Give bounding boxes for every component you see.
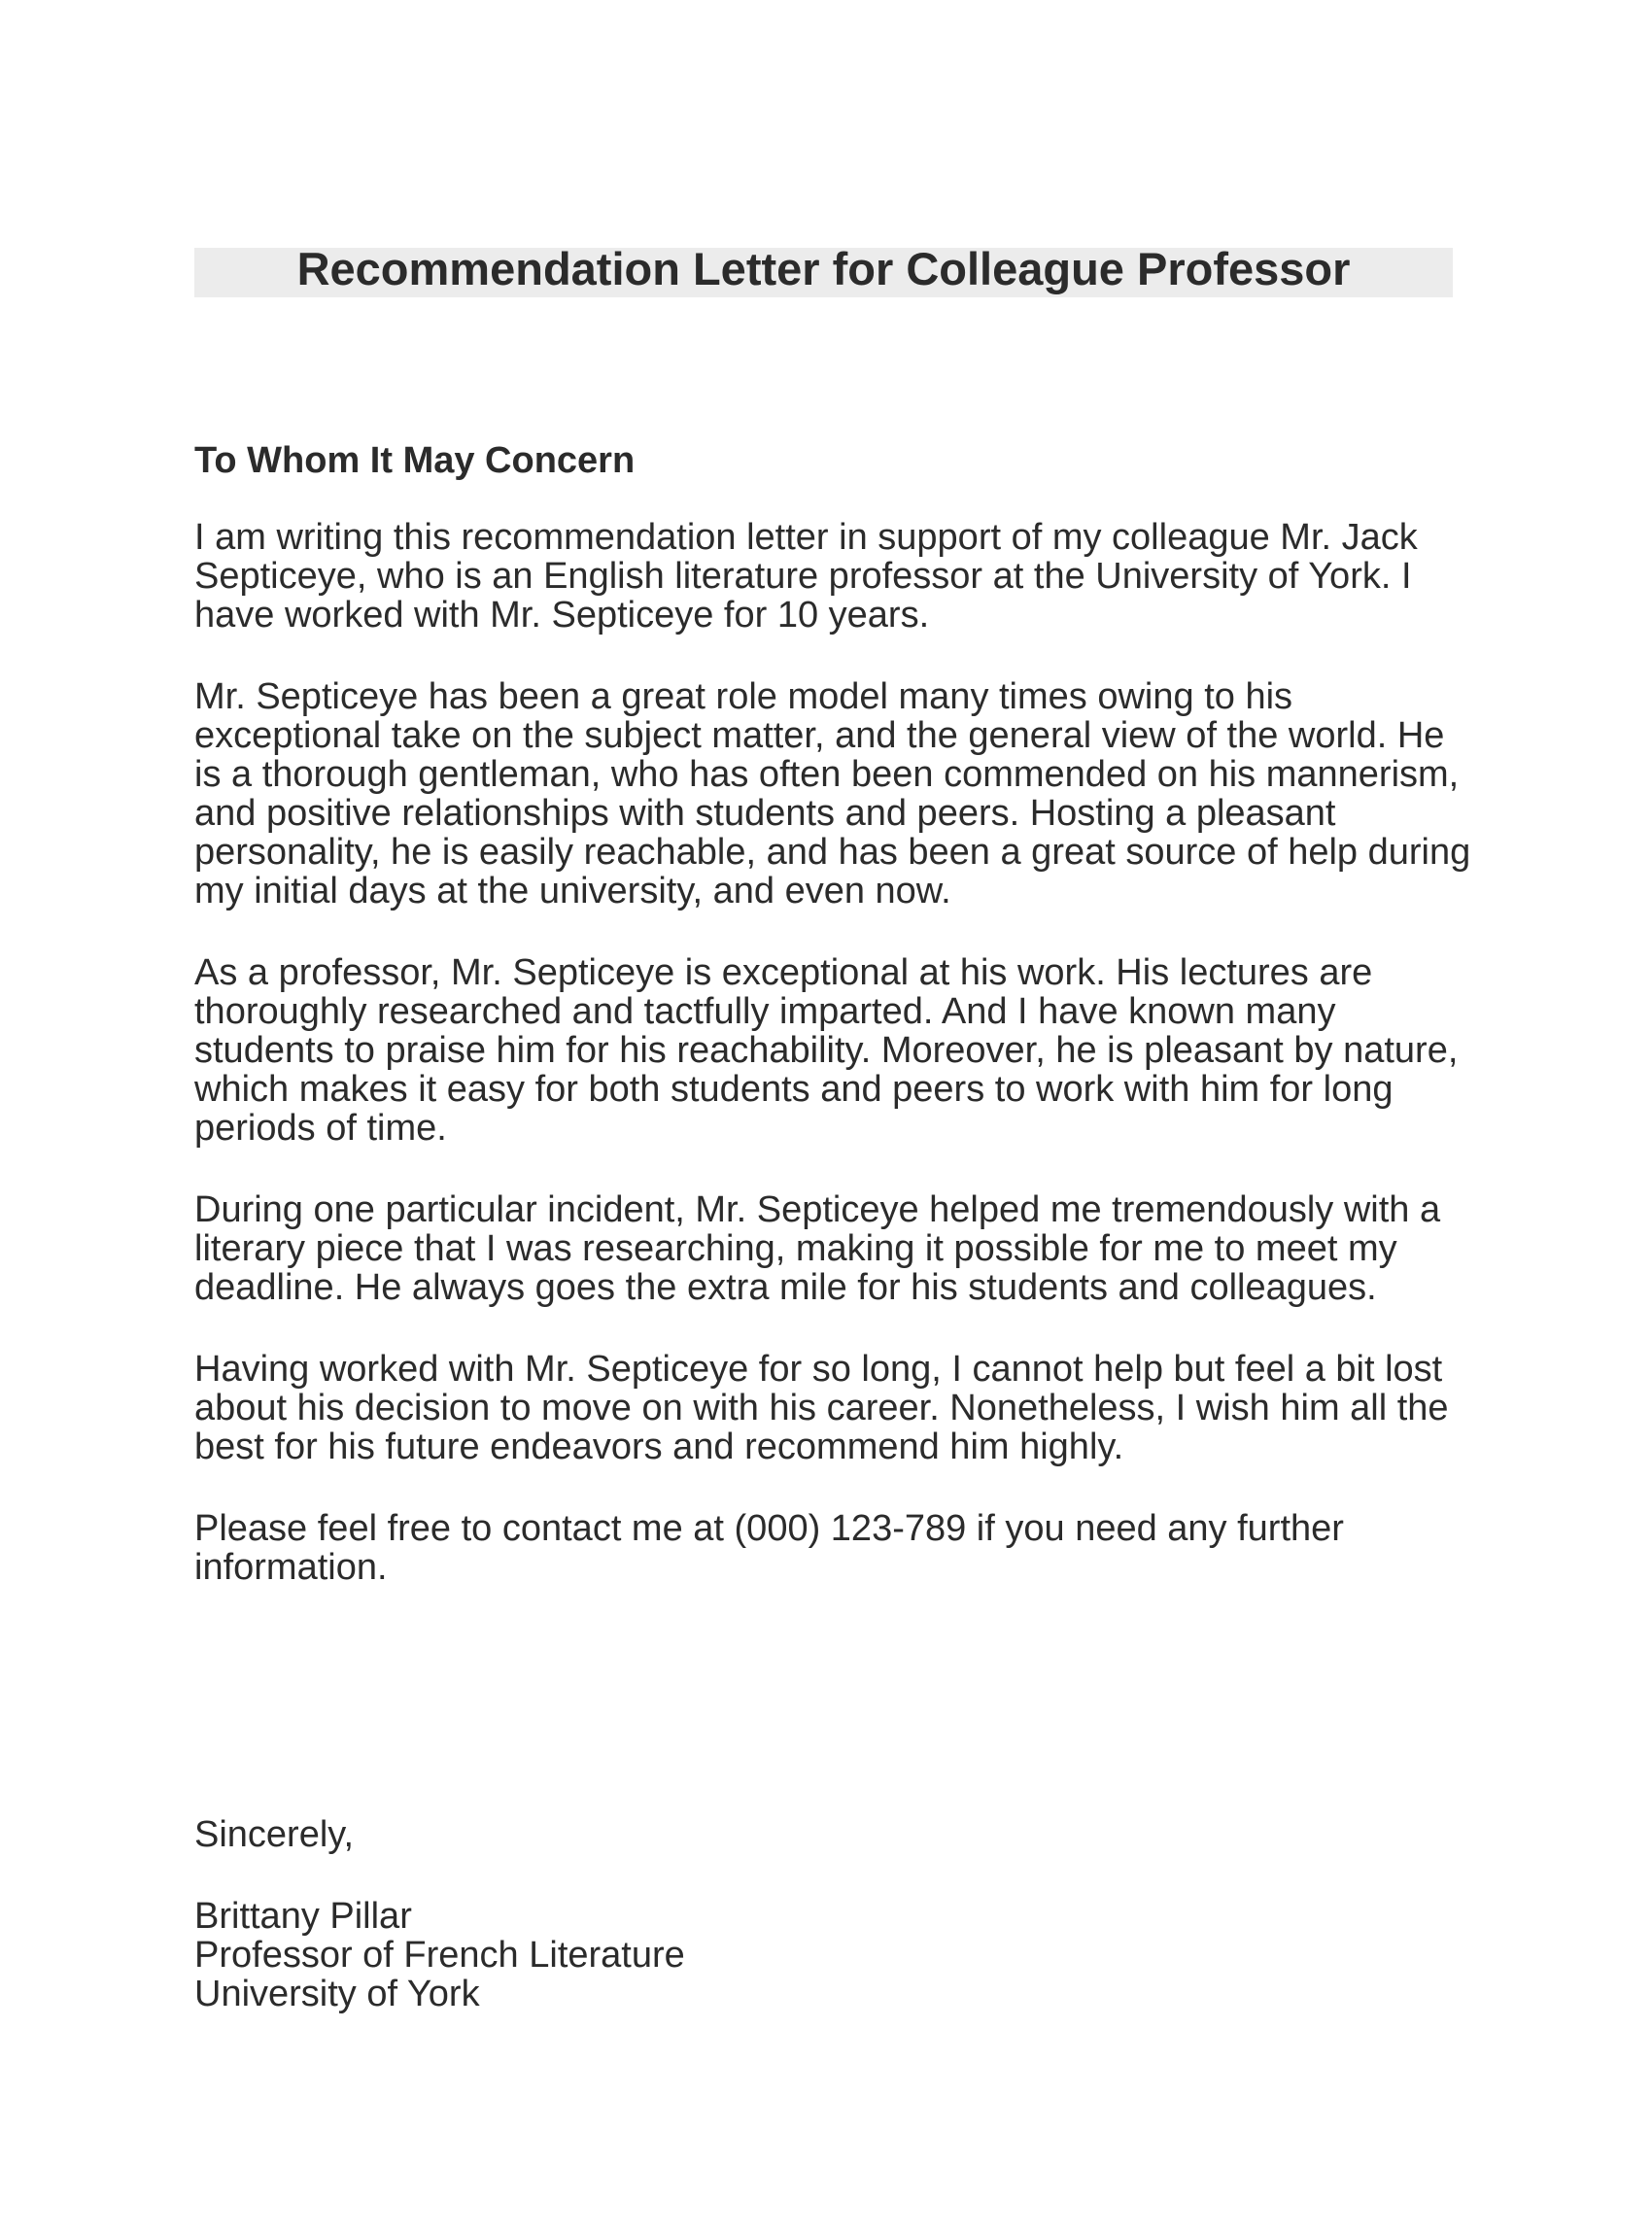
paragraph-farewell: Having worked with Mr. Septiceye for so long, I cannot help but feel a bit lost about his decision to move on with his career. Nonetheless, I wish him all the best for his future endeavors and recommend him highly. <box>194 1349 1449 1467</box>
signature-position: Professor of French Literature <box>194 1935 685 1976</box>
letter-body <box>194 439 1477 1587</box>
signature-block <box>194 1897 1360 2013</box>
paragraph-contact: Please feel free to contact me at (000) 123-789 if you need any further information. <box>194 1508 1344 1588</box>
closing-block <box>194 1815 1360 2013</box>
letter-title: Recommendation Letter for Colleague Professor <box>296 243 1351 294</box>
paragraph-professional-work: As a professor, Mr. Septiceye is exceptional at his work. His lectures are thoroughly researched and tactfully imparted. And I have known many students to praise him for his reachability. Moreover, he is pleasant by nature, which makes it easy for both students and peers to work with him for long periods of time. <box>194 952 1459 1149</box>
paragraph-role-model: Mr. Septiceye has been a great role model many times owing to his exceptional take on the subject matter, and the general view of the world. He is a thorough gentleman, who has often been commended on his mannerism, and positive relationships with students and peers. Hosting a pleasant personality, he is easily reachable, and has been a great source of help during my initial days at the university, and even now. <box>194 676 1471 911</box>
signature-name: Brittany Pillar <box>194 1896 412 1937</box>
paragraph-introduction: I am writing this recommendation letter in support of my colleague Mr. Jack Septiceye, who is an English literature professor at the University of York. I have worked with Mr. Septiceye for 10 years. <box>194 517 1418 636</box>
closing: Sincerely, <box>194 1814 355 1855</box>
salutation: To Whom It May Concern <box>194 440 636 481</box>
paragraph-incident: During one particular incident, Mr. Septiceye helped me tremendously with a literary piece that I was researching, making it possible for me to meet my deadline. He always goes the extra mile for his students and colleagues. <box>194 1189 1441 1308</box>
signature-institution: University of York <box>194 1974 480 2014</box>
